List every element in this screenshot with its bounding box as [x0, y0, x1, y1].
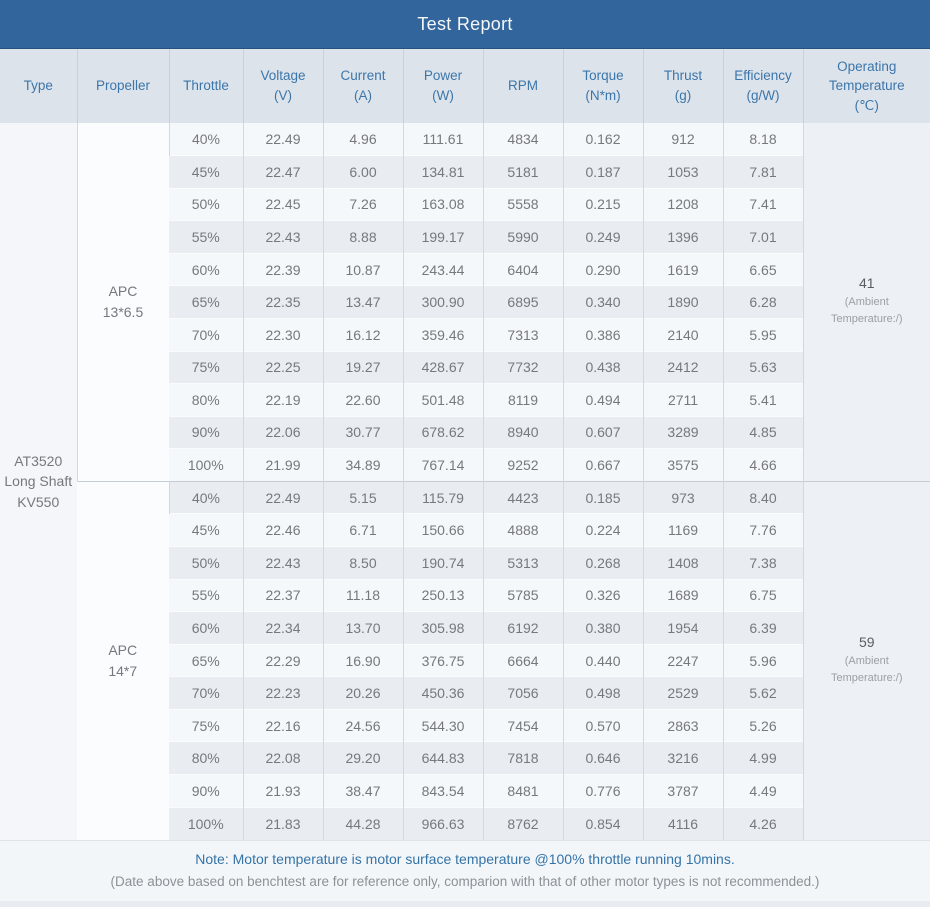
column-header-voltage: [243, 49, 323, 123]
column-header-throttle: [169, 49, 243, 123]
note-motor-temperature: Note: Motor temperature is motor surface temperature @100% throttle running 10mins.: [195, 850, 735, 867]
column-header-operating-temperature: [803, 49, 930, 123]
rpm-value: 5785: [483, 579, 563, 612]
throttle-value: 40%: [169, 481, 243, 514]
power-value: 450.36: [403, 677, 483, 710]
torque-value: 0.854: [563, 807, 643, 840]
rpm-value: 7818: [483, 742, 563, 775]
voltage-value: 22.39: [243, 253, 323, 286]
power-value: 305.98: [403, 612, 483, 645]
power-value: 243.44: [403, 253, 483, 286]
report-table: [0, 49, 930, 840]
column-header-label: Thrust: [663, 68, 703, 84]
efficiency-value: 5.95: [723, 318, 803, 351]
current-value: 7.26: [323, 188, 403, 221]
column-header-unit: (N*m): [585, 88, 621, 103]
current-value: 16.12: [323, 318, 403, 351]
thrust-value: 3575: [643, 449, 723, 482]
column-header-label: Throttle: [183, 78, 229, 94]
throttle-value: 90%: [169, 775, 243, 808]
voltage-value: 22.35: [243, 286, 323, 319]
current-value: 20.26: [323, 677, 403, 710]
rpm-value: 8481: [483, 775, 563, 808]
column-header-thrust: [643, 49, 723, 123]
efficiency-value: 6.65: [723, 253, 803, 286]
power-value: 544.30: [403, 709, 483, 742]
throttle-value: 65%: [169, 286, 243, 319]
column-header-propeller: [77, 49, 169, 123]
rpm-value: 5558: [483, 188, 563, 221]
thrust-value: 1408: [643, 547, 723, 580]
column-header-type: [0, 49, 77, 123]
torque-value: 0.187: [563, 156, 643, 189]
propeller-line: APC: [108, 641, 138, 658]
throttle-value: 40%: [169, 123, 243, 156]
power-value: 115.79: [403, 481, 483, 514]
throttle-value: 45%: [169, 514, 243, 547]
column-header-label: Type: [23, 78, 53, 94]
ambient-temperature-note: (Ambient Temperature:/): [830, 655, 903, 685]
table-header-row: [0, 49, 930, 123]
current-value: 4.96: [323, 123, 403, 156]
throttle-value: 75%: [169, 709, 243, 742]
torque-value: 0.646: [563, 742, 643, 775]
throttle-value: 80%: [169, 742, 243, 775]
rpm-value: 7732: [483, 351, 563, 384]
throttle-value: 80%: [169, 384, 243, 417]
thrust-value: 2711: [643, 384, 723, 417]
column-header-label: Propeller: [95, 78, 151, 94]
thrust-value: 912: [643, 123, 723, 156]
power-value: 501.48: [403, 384, 483, 417]
throttle-value: 65%: [169, 644, 243, 677]
current-value: 44.28: [323, 807, 403, 840]
torque-value: 0.224: [563, 514, 643, 547]
power-value: 134.81: [403, 156, 483, 189]
column-header-power: [403, 49, 483, 123]
bottom-strip: [0, 901, 930, 907]
rpm-value: 6664: [483, 644, 563, 677]
thrust-value: 2863: [643, 709, 723, 742]
current-value: 30.77: [323, 416, 403, 449]
torque-value: 0.438: [563, 351, 643, 384]
power-value: 250.13: [403, 579, 483, 612]
torque-value: 0.380: [563, 612, 643, 645]
torque-value: 0.249: [563, 221, 643, 254]
voltage-value: 21.83: [243, 807, 323, 840]
thrust-value: 1053: [643, 156, 723, 189]
thrust-value: 2412: [643, 351, 723, 384]
torque-value: 0.268: [563, 547, 643, 580]
efficiency-value: 7.01: [723, 221, 803, 254]
power-value: 843.54: [403, 775, 483, 808]
rpm-value: 5181: [483, 156, 563, 189]
column-header-label: Current: [340, 68, 386, 84]
column-header-unit: (g/W): [746, 88, 780, 103]
efficiency-value: 7.38: [723, 547, 803, 580]
column-header-unit: (V): [274, 88, 292, 103]
throttle-value: 100%: [169, 449, 243, 482]
torque-value: 0.776: [563, 775, 643, 808]
efficiency-value: 4.49: [723, 775, 803, 808]
efficiency-value: 5.96: [723, 644, 803, 677]
torque-value: 0.215: [563, 188, 643, 221]
torque-value: 0.326: [563, 579, 643, 612]
throttle-value: 50%: [169, 188, 243, 221]
rpm-value: 8762: [483, 807, 563, 840]
propeller-line: APC: [108, 282, 138, 299]
rpm-value: 9252: [483, 449, 563, 482]
voltage-value: 22.34: [243, 612, 323, 645]
torque-value: 0.340: [563, 286, 643, 319]
efficiency-value: 4.99: [723, 742, 803, 775]
rpm-value: 7056: [483, 677, 563, 710]
thrust-value: 1396: [643, 221, 723, 254]
voltage-value: 22.45: [243, 188, 323, 221]
voltage-value: 22.37: [243, 579, 323, 612]
current-value: 34.89: [323, 449, 403, 482]
power-value: 767.14: [403, 449, 483, 482]
voltage-value: 22.29: [243, 644, 323, 677]
current-value: 22.60: [323, 384, 403, 417]
rpm-value: 8940: [483, 416, 563, 449]
table-row: [0, 123, 930, 156]
rpm-value: 6404: [483, 253, 563, 286]
thrust-value: 1890: [643, 286, 723, 319]
thrust-value: 2529: [643, 677, 723, 710]
current-value: 10.87: [323, 253, 403, 286]
rpm-value: 4888: [483, 514, 563, 547]
report-title: Test Report: [417, 13, 513, 34]
current-value: 8.88: [323, 221, 403, 254]
column-header-rpm: [483, 49, 563, 123]
operating-temperature-value: 41: [858, 275, 875, 292]
efficiency-value: 5.26: [723, 709, 803, 742]
current-value: 6.71: [323, 514, 403, 547]
current-value: 6.00: [323, 156, 403, 189]
current-value: 19.27: [323, 351, 403, 384]
column-header-label: Operating Temperature: [828, 58, 905, 94]
throttle-value: 100%: [169, 807, 243, 840]
motor-type-line: Long Shaft: [4, 473, 73, 490]
column-header-unit: (A): [354, 88, 372, 103]
power-value: 376.75: [403, 644, 483, 677]
voltage-value: 22.43: [243, 547, 323, 580]
operating-temperature-cell: [803, 481, 930, 839]
thrust-value: 2247: [643, 644, 723, 677]
torque-value: 0.290: [563, 253, 643, 286]
operating-temperature-cell: [803, 123, 930, 481]
power-value: 199.17: [403, 221, 483, 254]
table-row: [0, 481, 930, 514]
voltage-value: 22.49: [243, 123, 323, 156]
thrust-value: 4116: [643, 807, 723, 840]
voltage-value: 22.08: [243, 742, 323, 775]
motor-type-line: AT3520: [14, 452, 63, 469]
column-header-unit: (℃): [854, 97, 879, 113]
power-value: 966.63: [403, 807, 483, 840]
power-value: 150.66: [403, 514, 483, 547]
throttle-value: 90%: [169, 416, 243, 449]
voltage-value: 22.43: [243, 221, 323, 254]
efficiency-value: 7.41: [723, 188, 803, 221]
throttle-value: 50%: [169, 547, 243, 580]
rpm-value: 7313: [483, 318, 563, 351]
rpm-value: 4423: [483, 481, 563, 514]
voltage-value: 22.16: [243, 709, 323, 742]
voltage-value: 22.49: [243, 481, 323, 514]
efficiency-value: 7.81: [723, 156, 803, 189]
voltage-value: 22.46: [243, 514, 323, 547]
thrust-value: 1954: [643, 612, 723, 645]
current-value: 24.56: [323, 709, 403, 742]
column-header-efficiency: [723, 49, 803, 123]
power-value: 644.83: [403, 742, 483, 775]
rpm-value: 6895: [483, 286, 563, 319]
efficiency-value: 4.66: [723, 449, 803, 482]
efficiency-value: 5.63: [723, 351, 803, 384]
rpm-value: 4834: [483, 123, 563, 156]
column-header-label: Torque: [582, 68, 624, 84]
column-header-unit: (W): [432, 88, 454, 103]
column-header-label: Power: [423, 68, 463, 84]
ambient-temperature-note: (Ambient Temperature:/): [830, 296, 903, 326]
motor-type-line: KV550: [17, 493, 60, 510]
throttle-value: 70%: [169, 318, 243, 351]
throttle-value: 60%: [169, 612, 243, 645]
report-footer: [0, 840, 930, 901]
thrust-value: 973: [643, 481, 723, 514]
current-value: 16.90: [323, 644, 403, 677]
efficiency-value: 7.76: [723, 514, 803, 547]
column-header-label: RPM: [508, 78, 538, 94]
report-title-bar: [0, 0, 930, 49]
throttle-value: 45%: [169, 156, 243, 189]
rpm-value: 5313: [483, 547, 563, 580]
torque-value: 0.386: [563, 318, 643, 351]
voltage-value: 22.06: [243, 416, 323, 449]
torque-value: 0.440: [563, 644, 643, 677]
thrust-value: 2140: [643, 318, 723, 351]
torque-value: 0.498: [563, 677, 643, 710]
motor-type-cell: [0, 123, 77, 840]
efficiency-value: 4.85: [723, 416, 803, 449]
efficiency-value: 8.40: [723, 481, 803, 514]
current-value: 13.70: [323, 612, 403, 645]
torque-value: 0.162: [563, 123, 643, 156]
efficiency-value: 8.18: [723, 123, 803, 156]
power-value: 359.46: [403, 318, 483, 351]
current-value: 8.50: [323, 547, 403, 580]
thrust-value: 3289: [643, 416, 723, 449]
thrust-value: 3787: [643, 775, 723, 808]
column-header-unit: (g): [674, 88, 692, 103]
column-header-label: Efficiency: [734, 68, 792, 84]
power-value: 111.61: [403, 123, 483, 156]
propeller-line: 14*7: [108, 662, 138, 679]
voltage-value: 22.25: [243, 351, 323, 384]
power-value: 678.62: [403, 416, 483, 449]
thrust-value: 1619: [643, 253, 723, 286]
propeller-cell: [77, 481, 169, 839]
propeller-line: 13*6.5: [102, 303, 144, 320]
voltage-value: 22.47: [243, 156, 323, 189]
efficiency-value: 5.41: [723, 384, 803, 417]
torque-value: 0.185: [563, 481, 643, 514]
power-value: 300.90: [403, 286, 483, 319]
current-value: 29.20: [323, 742, 403, 775]
throttle-value: 55%: [169, 221, 243, 254]
thrust-value: 1169: [643, 514, 723, 547]
power-value: 163.08: [403, 188, 483, 221]
throttle-value: 70%: [169, 677, 243, 710]
torque-value: 0.607: [563, 416, 643, 449]
torque-value: 0.570: [563, 709, 643, 742]
efficiency-value: 6.39: [723, 612, 803, 645]
voltage-value: 21.93: [243, 775, 323, 808]
power-value: 190.74: [403, 547, 483, 580]
voltage-value: 22.23: [243, 677, 323, 710]
column-header-label: Voltage: [260, 68, 306, 84]
rpm-value: 7454: [483, 709, 563, 742]
propeller-cell: [77, 123, 169, 481]
column-header-current: [323, 49, 403, 123]
column-header-torque: [563, 49, 643, 123]
thrust-value: 1208: [643, 188, 723, 221]
current-value: 38.47: [323, 775, 403, 808]
efficiency-value: 6.75: [723, 579, 803, 612]
rpm-value: 8119: [483, 384, 563, 417]
power-value: 428.67: [403, 351, 483, 384]
rpm-value: 5990: [483, 221, 563, 254]
efficiency-value: 6.28: [723, 286, 803, 319]
voltage-value: 22.30: [243, 318, 323, 351]
note-disclaimer: (Date above based on benchtest are for reference only, comparion with that of other motor types is not recommended.): [110, 873, 820, 889]
current-value: 5.15: [323, 481, 403, 514]
voltage-value: 22.19: [243, 384, 323, 417]
voltage-value: 21.99: [243, 449, 323, 482]
rpm-value: 6192: [483, 612, 563, 645]
current-value: 11.18: [323, 579, 403, 612]
torque-value: 0.667: [563, 449, 643, 482]
thrust-value: 1689: [643, 579, 723, 612]
efficiency-value: 5.62: [723, 677, 803, 710]
throttle-value: 55%: [169, 579, 243, 612]
efficiency-value: 4.26: [723, 807, 803, 840]
current-value: 13.47: [323, 286, 403, 319]
throttle-value: 60%: [169, 253, 243, 286]
throttle-value: 75%: [169, 351, 243, 384]
torque-value: 0.494: [563, 384, 643, 417]
operating-temperature-value: 59: [858, 634, 875, 651]
thrust-value: 3216: [643, 742, 723, 775]
